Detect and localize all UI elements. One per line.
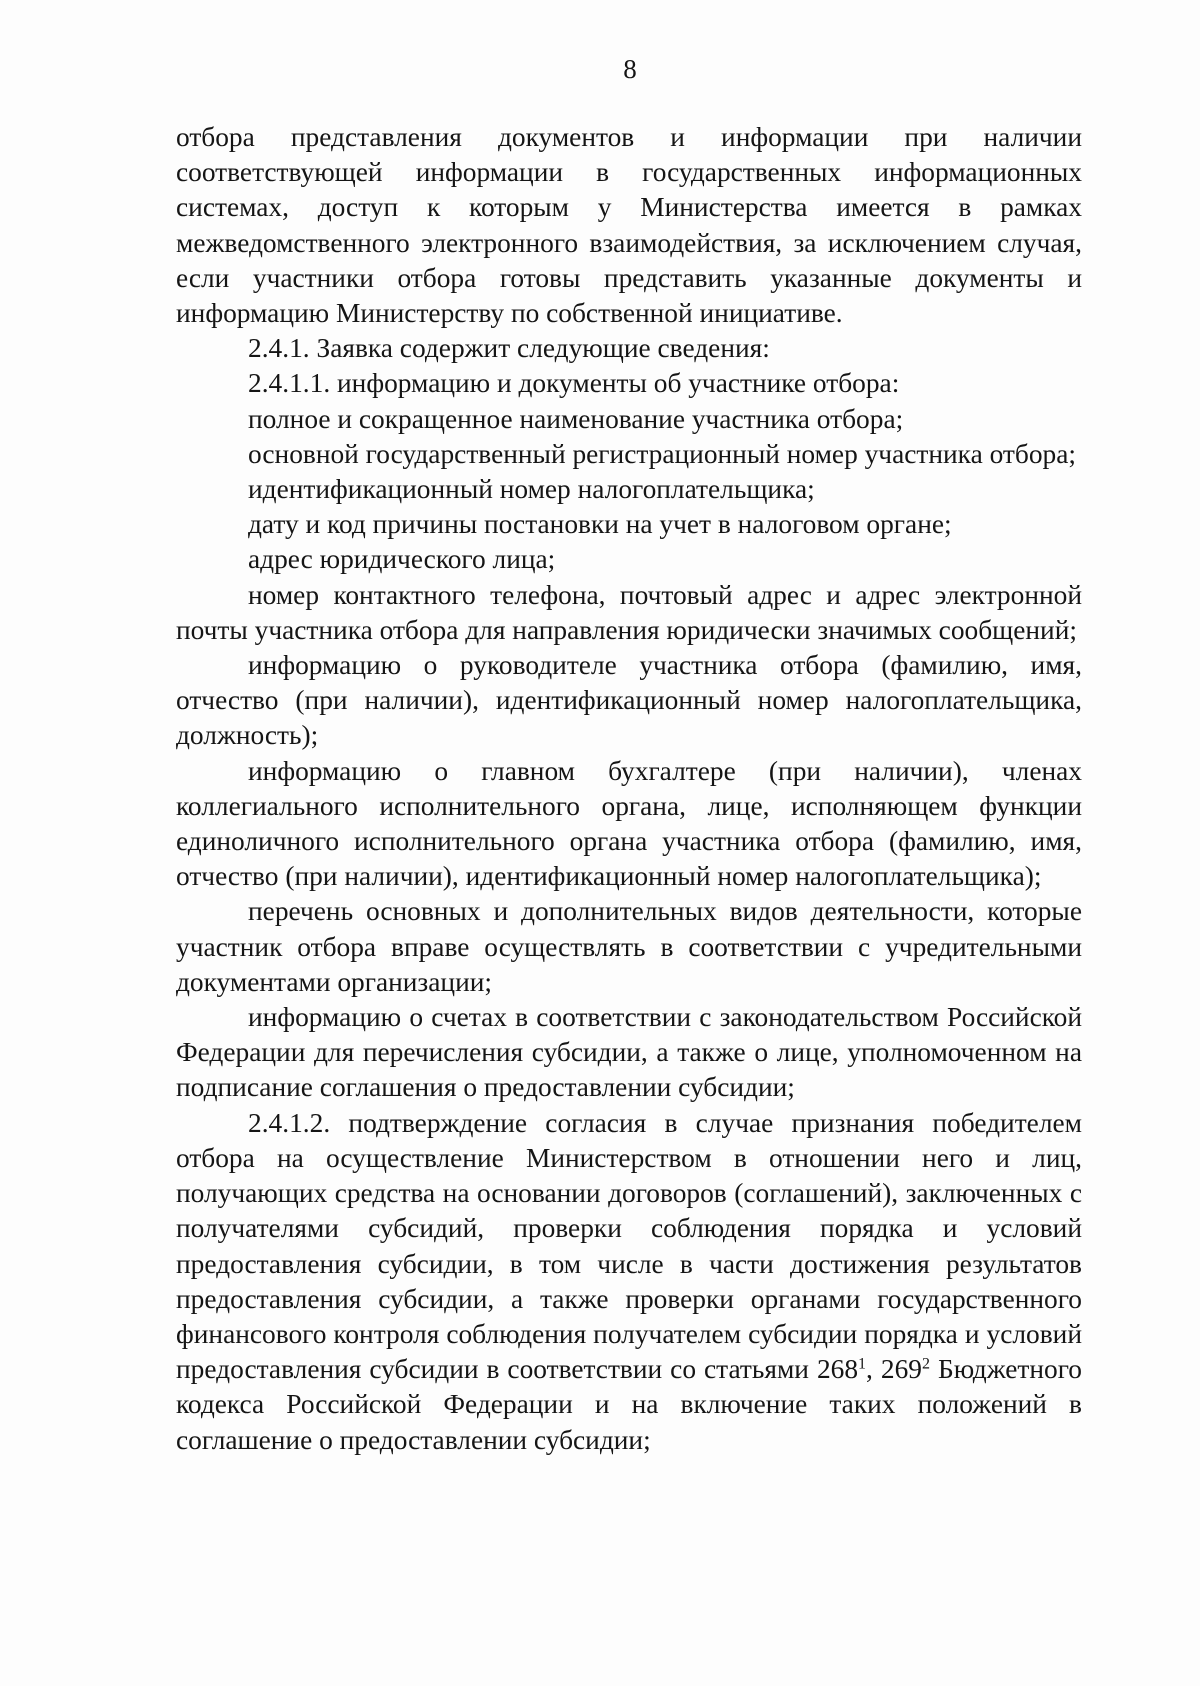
paragraph-2-4-1-2 xyxy=(176,1106,1082,1458)
list-item-ogrn: основной государственный регистрационный номер участника отбора; xyxy=(248,438,1076,469)
article-separator: , xyxy=(866,1354,881,1385)
list-item-inn: идентификационный номер налогоплательщика; xyxy=(248,474,815,505)
article-269: 269 xyxy=(880,1354,922,1385)
list-item-contacts: номер контактного телефона, почтовый адрес и адрес электронной почты участника отбора для направления юридически значимых сообщений; xyxy=(176,579,1082,645)
document-body xyxy=(176,120,1082,1458)
paragraph-2-4-1-1: 2.4.1.1. информацию и документы об участнике отбора: xyxy=(248,368,900,399)
list-item-director: информацию о руководителе участника отбора (фамилию, имя, отчество (при наличии), идентификационный номер налогоплательщика, должность); xyxy=(176,650,1082,751)
list-item-accounts: информацию о счетах в соответствии с законодательством Российской Федерации для перечисления субсидии, а также о лице, уполномоченном на подписание соглашения о предоставлении субсидии; xyxy=(176,1002,1082,1103)
paragraph-2-4-1: 2.4.1. Заявка содержит следующие сведения: xyxy=(248,333,770,364)
list-item-address: адрес юридического лица; xyxy=(248,544,556,575)
list-item-name: полное и сокращенное наименование участника отбора; xyxy=(248,403,904,434)
paragraph-continuation: отбора представления документов и информации при наличии соответствующей информации в государственных информационных системах, доступ к которым у Министерства имеется в рамках межведомственного электронного взаимодействия, за исключением случая, если участники отбора готовы представить указанные документы и информацию Министерству по собственной инициативе. xyxy=(176,122,1082,329)
paragraph-text-after: Бюджетного кодекса Российской Федерации и на включение таких положений в соглашение о предоставлении субсидии; xyxy=(176,1354,1082,1455)
list-item-kpp: дату и код причины постановки на учет в налоговом органе; xyxy=(248,509,952,540)
page-number: 8 xyxy=(623,54,637,84)
list-item-accountant: информацию о главном бухгалтере (при наличии), членах коллегиального исполнительного органа, лице, исполняющем функции единоличного исполнительного органа участника отбора (фамилию, имя, отчество (при наличии), идентификационный номер налогоплательщика); xyxy=(176,755,1082,892)
paragraph-text-before: 2.4.1.2. подтверждение согласия в случае признания победителем отбора на осуществление Министерством в отношении него и лиц, получающих средства на основании договоров (соглашений), заключенных с получателями субсидий, проверки соблюдения порядка и условий предоставления субсидии, в том числе в части достижения результатов предоставления субсидии, а также проверки органами государственного финансового контроля соблюдения получателем субсидии порядка и условий предоставления субсидии в соответствии со статьями xyxy=(176,1107,1082,1385)
list-item-activities: перечень основных и дополнительных видов деятельности, которые участник отбора вправе осуществлять в соответствии с учредительными документами организации; xyxy=(176,896,1082,997)
article-268-superscript: 1 xyxy=(858,1355,867,1373)
article-268: 268 xyxy=(816,1354,859,1385)
article-269-superscript: 2 xyxy=(921,1355,930,1373)
